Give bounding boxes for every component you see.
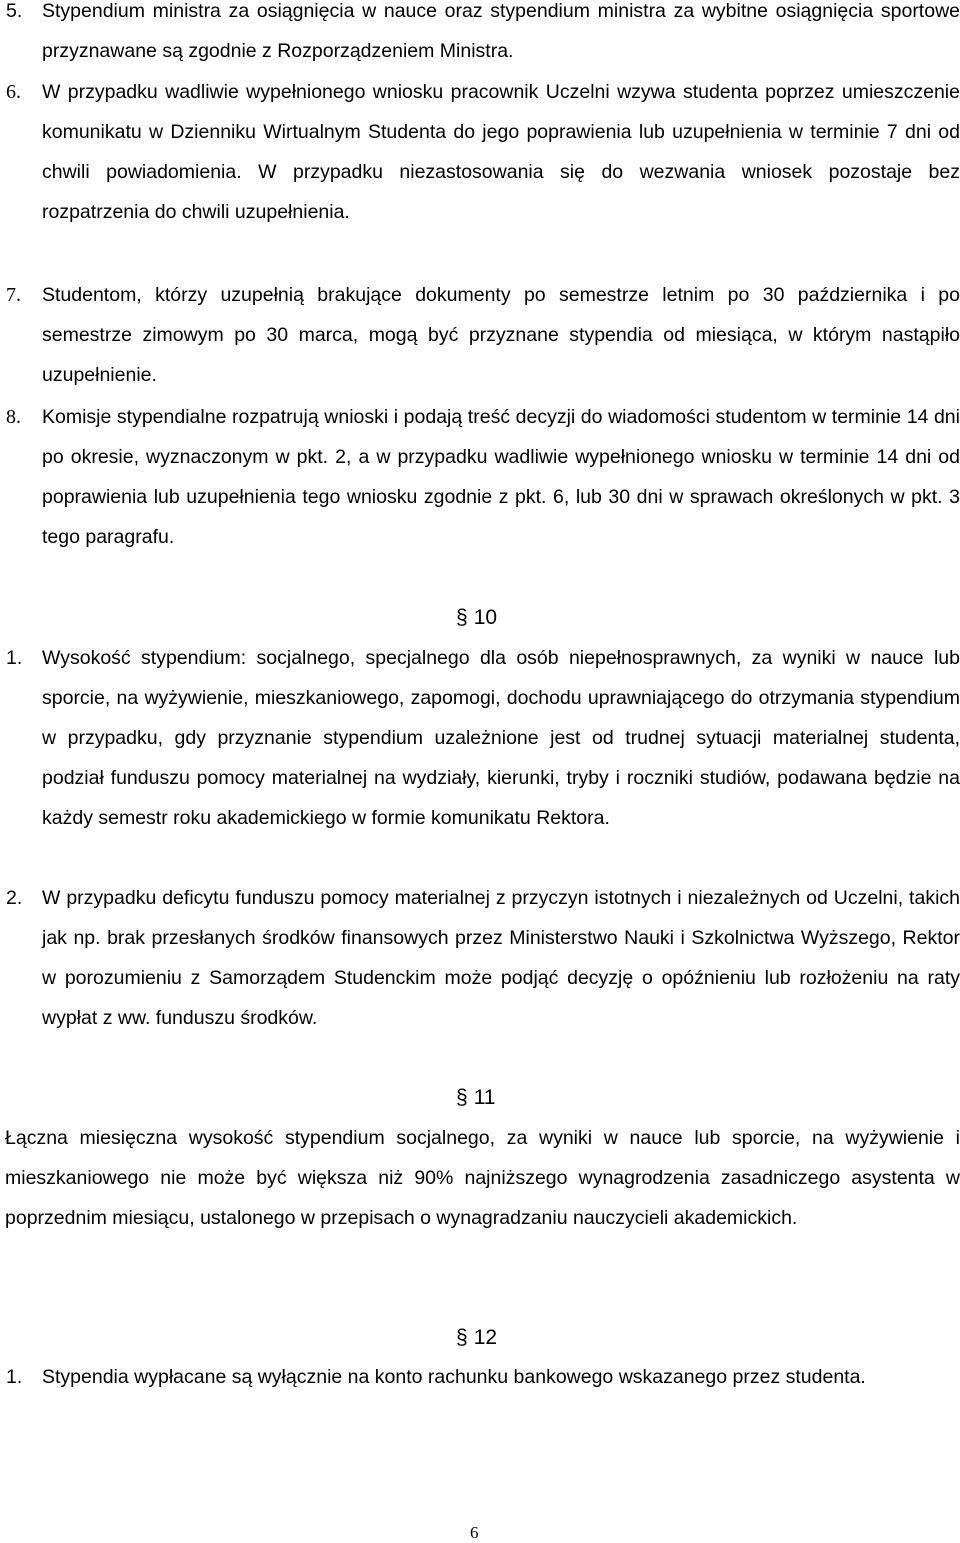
- list-item: [6, 638, 960, 838]
- section-number: 12: [473, 1326, 498, 1349]
- paragraph: Łączna miesięczna wysokość stypendium socjalnego, za wyniki w nauce lub sporcie, na wyżywienie i mieszkaniowego nie może być większa niż 90% najniższego wynagrodzenia zasadniczego asystenta w poprzednim miesiącu, ustalonego w przepisach o wynagradzaniu nauczycieli akademickich.: [5, 1127, 960, 1229]
- item-number: 8.: [6, 406, 21, 428]
- item-text: W przypadku deficytu funduszu pomocy materialnej z przyczyn istotnych i niezależnych od Uczelni, takich jak np. brak przesłanych środków finansowych przez Ministerstwo Nauki i Szkolnictwa Wyższego, Rektor w porozumieniu z Samorządem Studenckim może podjąć decyzję o opóźnieniu lub rozłożeniu na raty wypłat z ww. funduszu środków.: [42, 887, 960, 1029]
- section-symbol: §: [456, 1086, 468, 1109]
- item-text: Komisje stypendialne rozpatrują wnioski i podają treść decyzji do wiadomości studentom w terminie 14 dni po okresie, wyznaczonym w pkt. 2, a w przypadku wadliwie wypełnionego wniosku w terminie 14 dni od poprawienia lub uzupełnienia tego wniosku zgodnie z pkt. 6, lub 30 dni w sprawach określonych w pkt. 3 tego paragrafu.: [42, 406, 960, 548]
- section-number: 11: [473, 1086, 496, 1109]
- item-number: 1.: [6, 1366, 23, 1388]
- list-item: [6, 0, 960, 71]
- item-number: 7.: [6, 284, 21, 306]
- list-item: [6, 72, 960, 232]
- section-heading: [456, 603, 497, 633]
- item-number: 2.: [6, 887, 23, 909]
- page-number: 6: [470, 1523, 479, 1542]
- section-symbol: §: [456, 1326, 468, 1349]
- list-item: [6, 397, 960, 557]
- list-item: [6, 1357, 960, 1397]
- item-number: 1.: [6, 647, 23, 669]
- item-number: 6.: [6, 81, 21, 103]
- item-text: Stypendia wypłacane są wyłącznie na konto rachunku bankowego wskazanego przez studenta.: [42, 1366, 866, 1388]
- item-text: W przypadku wadliwie wypełnionego wniosku pracownik Uczelni wzywa studenta poprzez umieszczenie komunikatu w Dzienniku Wirtualnym Studenta do jego poprawienia lub uzupełnienia w terminie 7 dni od chwili powiadomienia. W przypadku niezastosowania się do wezwania wniosek pozostaje bez rozpatrzenia do chwili uzupełnienia.: [42, 81, 960, 223]
- section-number: 10: [473, 606, 498, 629]
- section-heading: [456, 1323, 497, 1353]
- item-text: Stypendium ministra za osiągnięcia w nauce oraz stypendium ministra za wybitne osiągnięcia sportowe przyznawane są zgodnie z Rozporządzeniem Ministra.: [42, 0, 960, 62]
- list-item: [6, 878, 960, 1038]
- item-number: 5.: [6, 0, 23, 22]
- item-text: Wysokość stypendium: socjalnego, specjalnego dla osób niepełnosprawnych, za wyniki w nauce lub sporcie, na wyżywienie, mieszkaniowego, zapomogi, dochodu uprawniającego do otrzymania stypendium w przypadku, gdy przyznanie stypendium uzależnione jest od trudnej sytuacji materialnej studenta, podział funduszu pomocy materialnej na wydziały, kierunki, tryby i roczniki studiów, podawana będzie na każdy semestr roku akademickiego w formie komunikatu Rektora.: [42, 647, 960, 829]
- item-text: Studentom, którzy uzupełnią brakujące dokumenty po semestrze letnim po 30 października i po semestrze zimowym po 30 marca, mogą być przyznane stypendia od miesiąca, w którym nastąpiło uzupełnienie.: [42, 284, 960, 386]
- list-item: [6, 275, 960, 395]
- section-symbol: §: [456, 606, 468, 629]
- section-heading: [456, 1083, 496, 1113]
